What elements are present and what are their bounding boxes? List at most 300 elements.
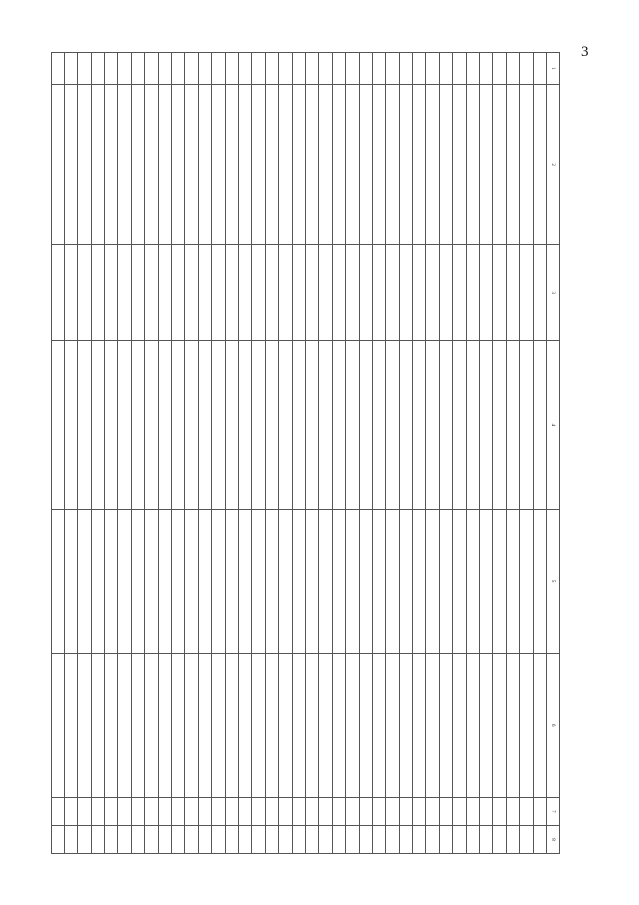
row-number-cell (118, 53, 131, 85)
address-cell (520, 509, 533, 653)
year-cell (145, 797, 158, 825)
municipality-cell (279, 85, 292, 245)
work-type-cell (426, 341, 439, 509)
row-number-cell (145, 53, 158, 85)
municipality-cell (332, 85, 345, 245)
row-number-cell (305, 53, 318, 85)
locality-cell (372, 245, 385, 341)
contractor-cell (51, 653, 64, 797)
table-row (359, 53, 372, 854)
locality-cell (426, 245, 439, 341)
municipality-cell (145, 85, 158, 245)
address-cell (91, 509, 104, 653)
municipality-cell (386, 85, 399, 245)
column-number: 1 (547, 53, 560, 85)
address-cell (426, 509, 439, 653)
column-number: 7 (547, 797, 560, 825)
locality-cell (520, 245, 533, 341)
row-number-cell (91, 53, 104, 85)
table-row (346, 53, 359, 854)
table-row (91, 53, 104, 854)
row-number-cell (466, 53, 479, 85)
work-type-cell (252, 341, 265, 509)
municipality-cell (372, 85, 385, 245)
work-type-cell (145, 341, 158, 509)
locality-cell (64, 245, 77, 341)
municipality-cell (265, 85, 278, 245)
locality-cell (346, 245, 359, 341)
work-type-cell (64, 341, 77, 509)
year-cell (265, 797, 278, 825)
work-type-cell (399, 341, 412, 509)
table-row (319, 53, 332, 854)
work-type-cell (51, 341, 64, 509)
work-type-cell (520, 341, 533, 509)
locality-cell (319, 245, 332, 341)
row-number-cell (239, 53, 252, 85)
table-row (265, 53, 278, 854)
address-cell (413, 509, 426, 653)
row-number-cell (426, 53, 439, 85)
contractor-cell (439, 653, 452, 797)
row-number-cell (332, 53, 345, 85)
locality-cell (332, 245, 345, 341)
month-cell (453, 825, 466, 853)
month-cell (399, 825, 412, 853)
locality-cell (252, 245, 265, 341)
column-number: 5 (547, 509, 560, 653)
municipality-cell (91, 85, 104, 245)
address-cell (332, 509, 345, 653)
contractor-cell (105, 653, 118, 797)
contractor-cell (225, 653, 238, 797)
locality-cell (105, 245, 118, 341)
column-number: 4 (547, 341, 560, 509)
municipality-cell (319, 85, 332, 245)
address-cell (158, 509, 171, 653)
year-cell (118, 797, 131, 825)
year-cell (359, 797, 372, 825)
contractor-cell (386, 653, 399, 797)
table-row (480, 53, 493, 854)
table-row (158, 53, 171, 854)
year-cell (399, 797, 412, 825)
contractor-cell (212, 653, 225, 797)
table-row (493, 53, 506, 854)
year-cell (292, 797, 305, 825)
work-type-cell (346, 341, 359, 509)
locality-cell (239, 245, 252, 341)
table-row (372, 53, 385, 854)
month-cell (319, 825, 332, 853)
contractor-cell (506, 653, 519, 797)
work-type-cell (239, 341, 252, 509)
municipality-cell (466, 85, 479, 245)
contractor-cell (252, 653, 265, 797)
contractor-cell (466, 653, 479, 797)
locality-cell (51, 245, 64, 341)
contractor-cell (453, 653, 466, 797)
work-type-cell (305, 341, 318, 509)
year-cell (91, 797, 104, 825)
table-row (439, 53, 452, 854)
locality-cell (145, 245, 158, 341)
month-cell (426, 825, 439, 853)
row-number-cell (265, 53, 278, 85)
year-cell (506, 797, 519, 825)
work-type-cell (319, 341, 332, 509)
locality-cell (439, 245, 452, 341)
month-cell (265, 825, 278, 853)
year-cell (279, 797, 292, 825)
table-row (533, 53, 546, 854)
table-row (131, 53, 144, 854)
registry-table-body (51, 53, 546, 854)
work-type-cell (480, 341, 493, 509)
municipality-cell (172, 85, 185, 245)
municipality-cell (439, 85, 452, 245)
month-cell (533, 825, 546, 853)
work-type-cell (493, 341, 506, 509)
month-cell (332, 825, 345, 853)
address-cell (239, 509, 252, 653)
contractor-cell (198, 653, 211, 797)
contractor-cell (426, 653, 439, 797)
row-number-cell (198, 53, 211, 85)
work-type-cell (158, 341, 171, 509)
municipality-cell (480, 85, 493, 245)
year-cell (332, 797, 345, 825)
month-cell (185, 825, 198, 853)
table-row (506, 53, 519, 854)
table-row (292, 53, 305, 854)
work-type-cell (118, 341, 131, 509)
year-cell (212, 797, 225, 825)
column-number: 3 (547, 245, 560, 341)
row-number-cell (78, 53, 91, 85)
work-type-cell (279, 341, 292, 509)
year-cell (372, 797, 385, 825)
table-row (212, 53, 225, 854)
address-cell (212, 509, 225, 653)
row-number-cell (533, 53, 546, 85)
table-row (520, 53, 533, 854)
contractor-cell (239, 653, 252, 797)
contractor-cell (319, 653, 332, 797)
year-cell (466, 797, 479, 825)
month-cell (372, 825, 385, 853)
address-cell (292, 509, 305, 653)
contractor-cell (172, 653, 185, 797)
address-cell (185, 509, 198, 653)
row-number-cell (319, 53, 332, 85)
address-cell (480, 509, 493, 653)
address-cell (198, 509, 211, 653)
row-number-cell (185, 53, 198, 85)
month-cell (172, 825, 185, 853)
contractor-cell (399, 653, 412, 797)
row-number-cell (453, 53, 466, 85)
address-cell (265, 509, 278, 653)
row-number-cell (386, 53, 399, 85)
year-cell (198, 797, 211, 825)
table-row (105, 53, 118, 854)
table-row (305, 53, 318, 854)
month-cell (413, 825, 426, 853)
table-row (64, 53, 77, 854)
address-cell (145, 509, 158, 653)
table-row (145, 53, 158, 854)
locality-cell (533, 245, 546, 341)
work-type-cell (78, 341, 91, 509)
work-type-cell (91, 341, 104, 509)
address-cell (453, 509, 466, 653)
contractor-cell (413, 653, 426, 797)
locality-cell (305, 245, 318, 341)
address-cell (346, 509, 359, 653)
table-row (332, 53, 345, 854)
table-row (426, 53, 439, 854)
year-cell (172, 797, 185, 825)
column-number-row (547, 53, 560, 854)
column-number: 2 (547, 85, 560, 245)
row-number-cell (64, 53, 77, 85)
table-row (252, 53, 265, 854)
work-type-cell (265, 341, 278, 509)
municipality-cell (239, 85, 252, 245)
address-cell (118, 509, 131, 653)
address-cell (359, 509, 372, 653)
contractor-cell (118, 653, 131, 797)
table-row (225, 53, 238, 854)
registry-table-area (92, 52, 560, 854)
year-cell (439, 797, 452, 825)
municipality-cell (64, 85, 77, 245)
municipality-cell (252, 85, 265, 245)
month-cell (131, 825, 144, 853)
month-cell (480, 825, 493, 853)
locality-cell (292, 245, 305, 341)
address-cell (399, 509, 412, 653)
year-cell (64, 797, 77, 825)
row-number-cell (399, 53, 412, 85)
month-cell (198, 825, 211, 853)
table-row (198, 53, 211, 854)
table-row (172, 53, 185, 854)
year-cell (252, 797, 265, 825)
row-number-cell (212, 53, 225, 85)
municipality-cell (413, 85, 426, 245)
year-cell (520, 797, 533, 825)
work-type-cell (105, 341, 118, 509)
year-cell (386, 797, 399, 825)
row-number-cell (372, 53, 385, 85)
municipality-cell (185, 85, 198, 245)
contractor-cell (520, 653, 533, 797)
address-cell (493, 509, 506, 653)
address-cell (506, 509, 519, 653)
column-number: 8 (547, 825, 560, 853)
municipality-cell (426, 85, 439, 245)
municipality-cell (225, 85, 238, 245)
table-row (386, 53, 399, 854)
column-number: 6 (547, 653, 560, 797)
work-type-cell (172, 341, 185, 509)
month-cell (359, 825, 372, 853)
month-cell (158, 825, 171, 853)
municipality-cell (51, 85, 64, 245)
row-number-cell (493, 53, 506, 85)
year-cell (105, 797, 118, 825)
contractor-cell (359, 653, 372, 797)
year-cell (185, 797, 198, 825)
row-number-cell (279, 53, 292, 85)
table-row (453, 53, 466, 854)
work-type-cell (386, 341, 399, 509)
row-number-cell (105, 53, 118, 85)
address-cell (51, 509, 64, 653)
work-type-cell (131, 341, 144, 509)
municipality-cell (520, 85, 533, 245)
year-cell (225, 797, 238, 825)
table-row (413, 53, 426, 854)
table-row (399, 53, 412, 854)
locality-cell (198, 245, 211, 341)
year-cell (480, 797, 493, 825)
municipality-cell (78, 85, 91, 245)
table-row (279, 53, 292, 854)
locality-cell (185, 245, 198, 341)
municipality-cell (131, 85, 144, 245)
row-number-cell (131, 53, 144, 85)
row-number-cell (413, 53, 426, 85)
month-cell (212, 825, 225, 853)
locality-cell (91, 245, 104, 341)
locality-cell (225, 245, 238, 341)
address-cell (252, 509, 265, 653)
locality-cell (453, 245, 466, 341)
municipality-cell (493, 85, 506, 245)
month-cell (78, 825, 91, 853)
address-cell (105, 509, 118, 653)
month-cell (225, 825, 238, 853)
address-cell (279, 509, 292, 653)
contractor-cell (292, 653, 305, 797)
year-cell (305, 797, 318, 825)
year-cell (78, 797, 91, 825)
contractor-cell (332, 653, 345, 797)
month-cell (118, 825, 131, 853)
row-number-cell (439, 53, 452, 85)
work-type-cell (506, 341, 519, 509)
contractor-cell (279, 653, 292, 797)
address-cell (466, 509, 479, 653)
locality-cell (386, 245, 399, 341)
row-number-cell (292, 53, 305, 85)
table-row (239, 53, 252, 854)
work-type-cell (212, 341, 225, 509)
row-number-cell (172, 53, 185, 85)
locality-cell (118, 245, 131, 341)
address-cell (372, 509, 385, 653)
table-row (78, 53, 91, 854)
work-type-cell (332, 341, 345, 509)
row-number-cell (506, 53, 519, 85)
year-cell (413, 797, 426, 825)
year-cell (493, 797, 506, 825)
contractor-cell (145, 653, 158, 797)
locality-cell (131, 245, 144, 341)
address-cell (78, 509, 91, 653)
month-cell (64, 825, 77, 853)
year-cell (239, 797, 252, 825)
contractor-cell (265, 653, 278, 797)
work-type-cell (198, 341, 211, 509)
municipality-cell (346, 85, 359, 245)
row-number-cell (346, 53, 359, 85)
registry-table (51, 52, 560, 854)
work-type-cell (453, 341, 466, 509)
year-cell (346, 797, 359, 825)
row-number-cell (252, 53, 265, 85)
address-cell (439, 509, 452, 653)
month-cell (279, 825, 292, 853)
municipality-cell (292, 85, 305, 245)
month-cell (239, 825, 252, 853)
year-cell (426, 797, 439, 825)
month-cell (520, 825, 533, 853)
table-row (118, 53, 131, 854)
municipality-cell (305, 85, 318, 245)
municipality-cell (158, 85, 171, 245)
page-number: 3 (581, 44, 589, 60)
locality-cell (212, 245, 225, 341)
work-type-cell (466, 341, 479, 509)
contractor-cell (131, 653, 144, 797)
municipality-cell (105, 85, 118, 245)
locality-cell (359, 245, 372, 341)
address-cell (172, 509, 185, 653)
address-cell (305, 509, 318, 653)
municipality-cell (453, 85, 466, 245)
locality-cell (506, 245, 519, 341)
year-cell (131, 797, 144, 825)
work-type-cell (413, 341, 426, 509)
year-cell (319, 797, 332, 825)
municipality-cell (506, 85, 519, 245)
month-cell (292, 825, 305, 853)
contractor-cell (158, 653, 171, 797)
row-number-cell (359, 53, 372, 85)
row-number-cell (158, 53, 171, 85)
month-cell (439, 825, 452, 853)
contractor-cell (305, 653, 318, 797)
row-number-cell (520, 53, 533, 85)
contractor-cell (346, 653, 359, 797)
work-type-cell (372, 341, 385, 509)
year-cell (453, 797, 466, 825)
year-cell (533, 797, 546, 825)
locality-cell (480, 245, 493, 341)
municipality-cell (198, 85, 211, 245)
month-cell (493, 825, 506, 853)
year-cell (51, 797, 64, 825)
locality-cell (172, 245, 185, 341)
table-row (466, 53, 479, 854)
municipality-cell (533, 85, 546, 245)
address-cell (64, 509, 77, 653)
work-type-cell (533, 341, 546, 509)
